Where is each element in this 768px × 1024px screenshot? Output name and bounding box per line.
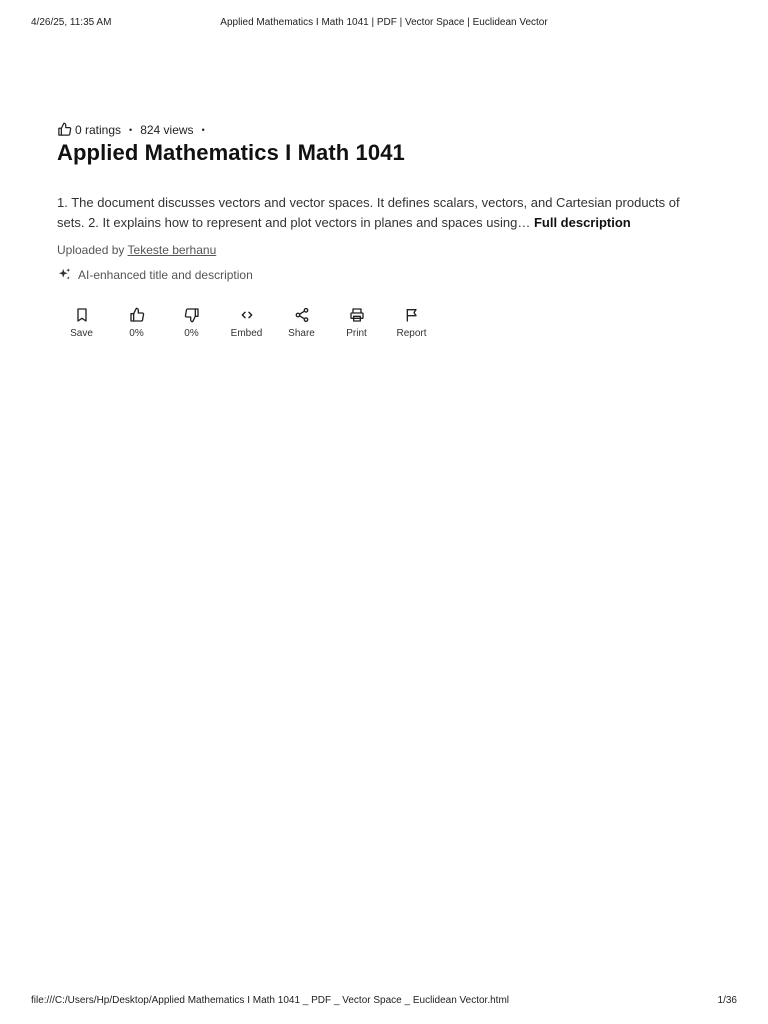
uploaded-by <box>57 243 216 257</box>
save-label: Save <box>70 328 93 339</box>
sparkle-icon <box>57 267 72 282</box>
print-button[interactable] <box>329 307 384 339</box>
dislike-percent: 0% <box>184 328 199 339</box>
like-button[interactable] <box>109 307 164 339</box>
print-header <box>31 17 737 31</box>
page-indicator: 1/36 <box>717 995 737 1006</box>
embed-button[interactable] <box>219 307 274 339</box>
document-description <box>57 193 707 233</box>
save-button[interactable] <box>54 307 109 339</box>
code-icon <box>239 307 255 323</box>
ai-enhanced-note <box>57 267 253 282</box>
embed-label: Embed <box>230 328 263 339</box>
action-bar <box>54 307 439 339</box>
dislike-button[interactable] <box>164 307 219 339</box>
share-icon <box>294 307 310 323</box>
uploaded-by-label: Uploaded by <box>57 243 125 257</box>
share-button[interactable] <box>274 307 329 339</box>
print-label: Print <box>346 328 367 339</box>
full-description-link[interactable]: Full description <box>533 215 631 230</box>
document-meta <box>57 122 213 137</box>
thumbs-up-icon <box>57 122 72 137</box>
meta-separator: • <box>129 124 133 135</box>
print-datetime: 4/26/25, 11:35 AM <box>31 17 112 28</box>
bookmark-icon <box>74 307 90 323</box>
flag-icon <box>404 307 420 323</box>
author-link[interactable]: Tekeste berhanu <box>127 243 217 257</box>
print-footer <box>31 995 737 1009</box>
share-label: Share <box>288 328 315 339</box>
document-title: Applied Mathematics I Math 1041 <box>57 140 405 165</box>
ai-note-text: AI-enhanced title and description <box>78 267 253 282</box>
description-text: 1. The document discusses vectors and vector spaces. It defines scalars, vectors, and Cartesian products of sets. 2. It explains how to represent and plot vectors in planes and spaces using… <box>57 195 680 230</box>
thumbs-up-icon <box>129 307 145 323</box>
printer-icon <box>349 307 365 323</box>
report-button[interactable] <box>384 307 439 339</box>
like-percent: 0% <box>129 328 144 339</box>
ratings-count: 0 ratings <box>75 122 122 137</box>
thumbs-down-icon <box>184 307 200 323</box>
print-page-title: Applied Mathematics I Math 1041 | PDF | Vector Space | Euclidean Vector <box>220 17 548 28</box>
print-file-url: file:///C:/Users/Hp/Desktop/Applied Mathematics I Math 1041 _ PDF _ Vector Space _ Euclidean Vector.html <box>31 995 510 1006</box>
report-label: Report <box>396 328 427 339</box>
meta-separator: • <box>201 124 205 135</box>
views-count: 824 views <box>140 122 194 137</box>
